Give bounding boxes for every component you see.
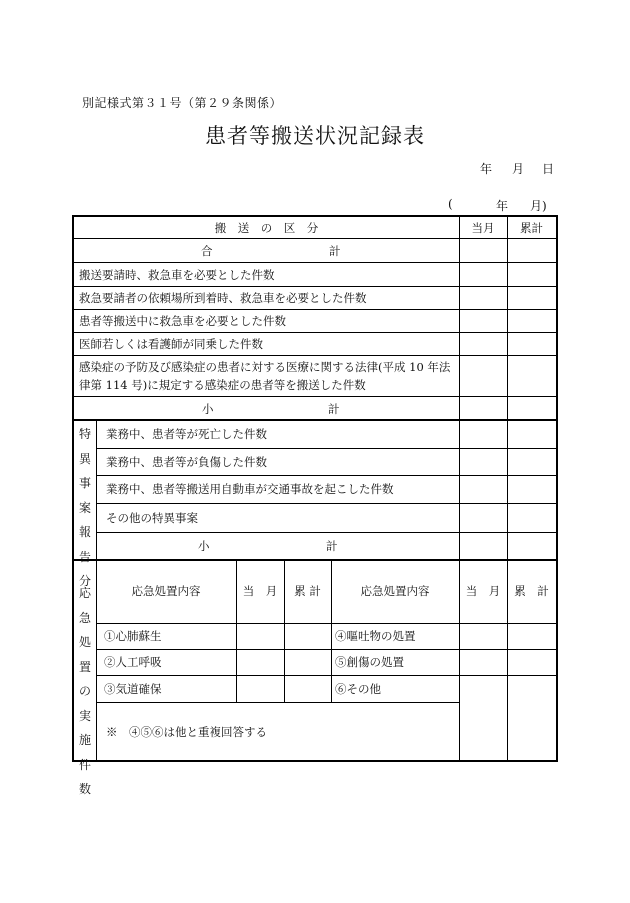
first-aid-note: ※ ④⑤⑥は他と重複回答する xyxy=(106,725,267,739)
row-label: 搬送要請時、救急車を必要とした件数 xyxy=(79,268,275,282)
first-aid-header-content-2: 応急処置内容 xyxy=(360,584,430,598)
header-this-month: 当月 xyxy=(471,221,495,235)
first-aid-section-label: 応急処置の実施件数 xyxy=(78,586,91,796)
subtotal-label-left: 小 xyxy=(202,402,214,416)
total-label-left: 合 xyxy=(201,244,213,258)
first-aid-item: ①心肺蘇生 xyxy=(104,629,162,643)
special-subtotal-left: 小 xyxy=(198,539,210,553)
special-row-label: 業務中、患者等搬送用自動車が交通事故を起こした件数 xyxy=(106,482,394,496)
first-aid-header-cumulative: 累 計 xyxy=(294,584,321,598)
period-year: 年 xyxy=(496,199,509,213)
first-aid-item: ②人工呼吸 xyxy=(104,655,162,669)
first-aid-item: ⑤創傷の処置 xyxy=(335,655,404,669)
row-label: 救急要請者の依頼場所到着時、救急車を必要とした件数 xyxy=(79,291,367,305)
special-row-label: その他の特異事案 xyxy=(106,511,198,525)
first-aid-item: ③気道確保 xyxy=(104,682,162,696)
first-aid-header-this-month: 当 月 xyxy=(242,584,278,598)
first-aid-header-content: 応急処置内容 xyxy=(131,584,201,598)
row-label: 患者等搬送中に救急車を必要とした件数 xyxy=(79,314,286,328)
period-month: 月) xyxy=(530,199,547,213)
header-category: 搬 送 の 区 分 xyxy=(214,221,319,235)
record-table xyxy=(72,215,558,796)
special-subtotal-right: 計 xyxy=(326,539,338,553)
special-row-label: 業務中、患者等が負傷した件数 xyxy=(106,455,267,469)
row-label: 医師若しくは看護師が同乗した件数 xyxy=(79,337,263,351)
special-section-label: 特異事案報告分 xyxy=(78,427,91,588)
row-label: 感染症の予防及び感染症の患者に対する医療に関する法律(平成 10 年法律第 114 号)に規定する感染症の患者等を搬送した件数 xyxy=(79,360,451,392)
first-aid-header-this-month-2: 当 月 xyxy=(465,584,501,598)
total-label-right: 計 xyxy=(329,244,341,258)
first-aid-item: ⑥その他 xyxy=(335,682,381,696)
subtotal-label-right: 計 xyxy=(328,402,340,416)
date-month: 月 xyxy=(512,162,525,176)
form-number: 別記様式第３１号（第２９条関係） xyxy=(82,96,283,110)
period-open: ( xyxy=(448,197,453,211)
first-aid-item: ④嘔吐物の処置 xyxy=(335,629,416,643)
special-row-label: 業務中、患者等が死亡した件数 xyxy=(106,427,267,441)
first-aid-header-cumulative-2: 累 計 xyxy=(514,584,549,598)
header-cumulative: 累計 xyxy=(520,221,543,235)
date-year: 年 xyxy=(480,162,493,176)
page-title: 患者等搬送状況記録表 xyxy=(205,124,425,148)
date-day: 日 xyxy=(542,162,555,176)
